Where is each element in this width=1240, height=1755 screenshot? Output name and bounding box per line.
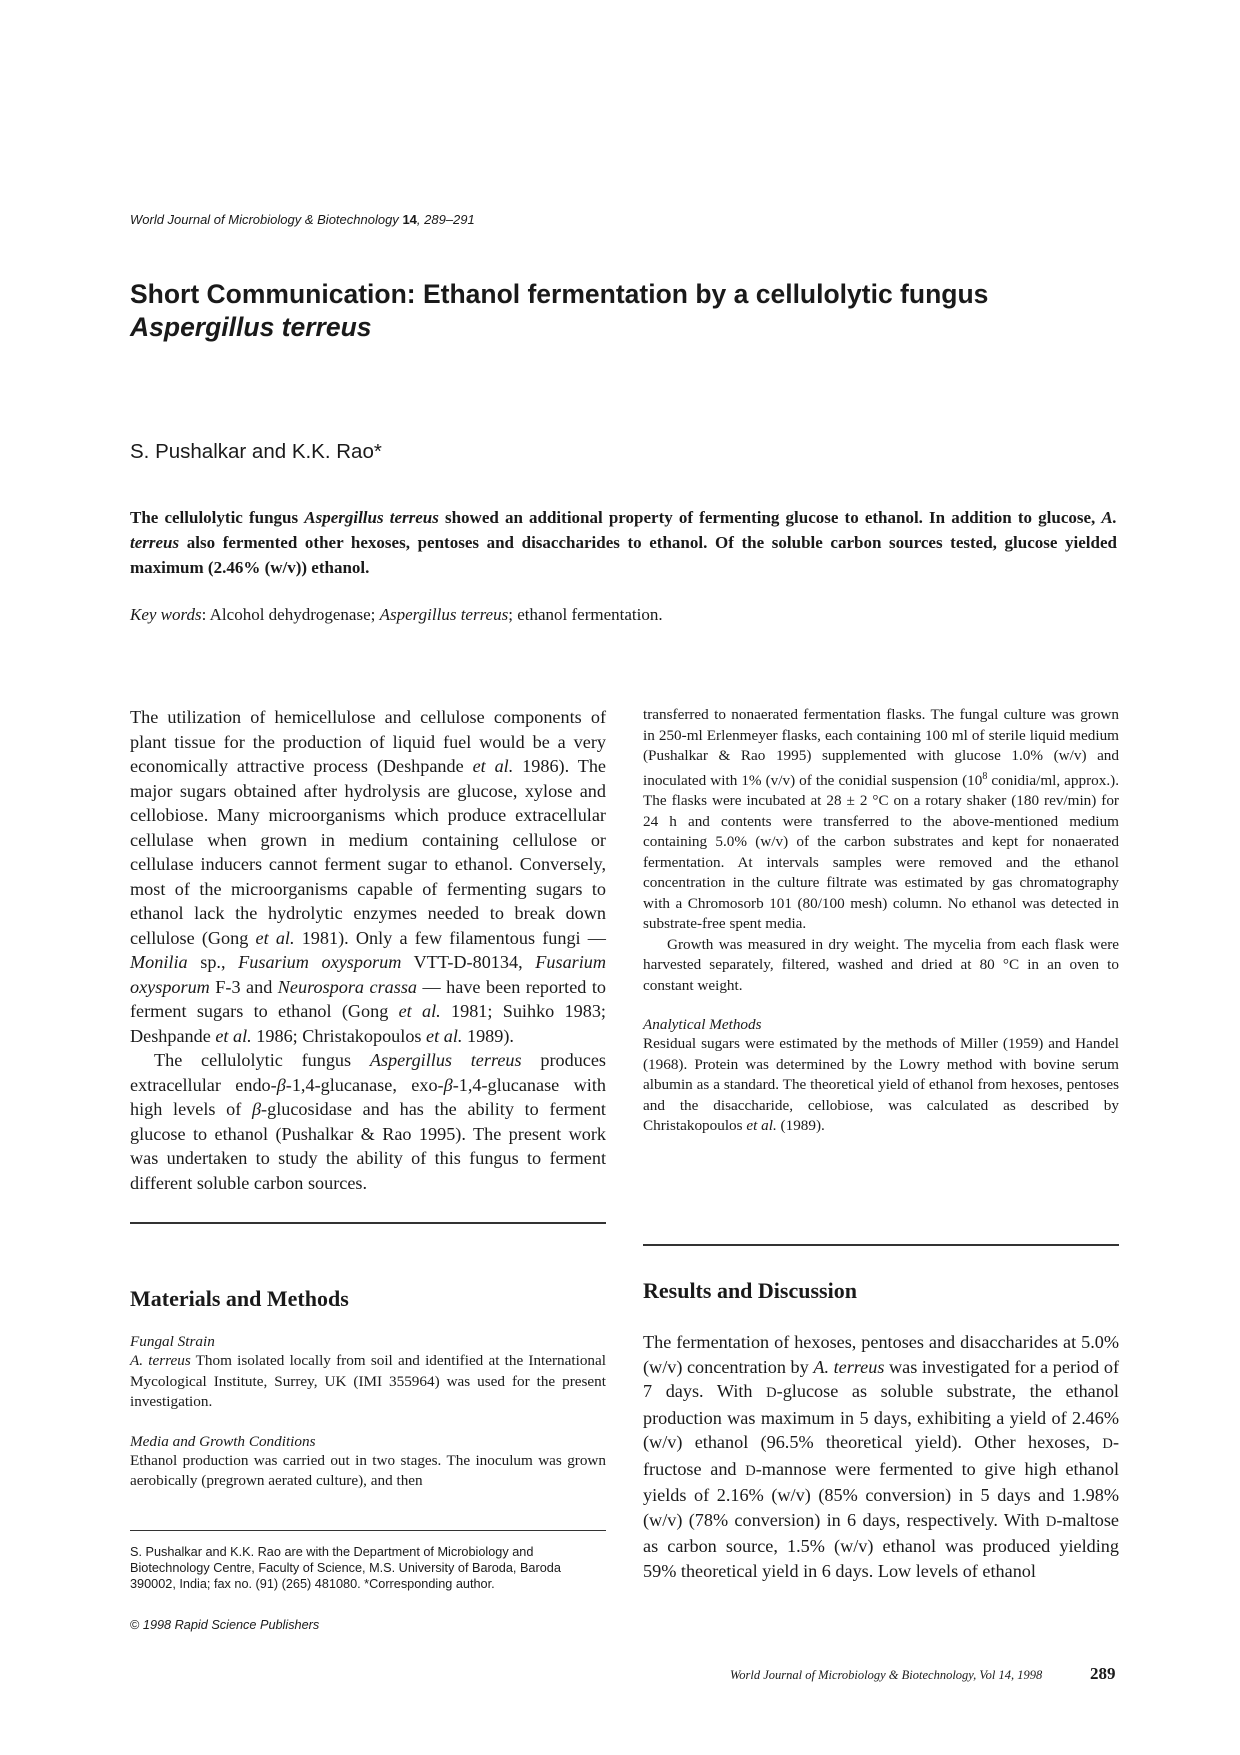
right-column	[643, 705, 1119, 1137]
footer-journal: World Journal of Microbiology & Biotechnology, Vol 14, 1998	[730, 1668, 1043, 1682]
method-paragraph-2: Growth was measured in dry weight. The mycelia from each flask were harvested separately, filtered, washed and dried at 80 °C in an oven to constant weight.	[643, 935, 1119, 994]
copyright: © 1998 Rapid Science Publishers	[130, 1618, 320, 1632]
author-footnote: S. Pushalkar and K.K. Rao are with the Department of Microbiology and Biotechnology Centre, Faculty of Science, M.S. University of Baroda, Baroda 390002, India; fax no. (91) (265) 481080. *Corresponding author.	[130, 1545, 561, 1591]
title-line-1: Short Communication: Ethanol fermentation by a cellulolytic fungus	[130, 279, 989, 309]
title-line-2: Aspergillus terreus	[130, 312, 372, 342]
abstract: The cellulolytic fungus Aspergillus terreus showed an additional property of fermenting glucose to ethanol. In addition to glucose, A. terreus also fermented other hexoses, pentoses and disaccharides to ethanol. Of the soluble carbon sources tested, glucose yielded maximum (2.46% (w/v)) ethanol.	[130, 508, 1117, 577]
materials-section	[130, 1333, 606, 1492]
right-divider	[643, 1244, 1119, 1246]
results-paragraph-1: The fermentation of hexoses, pentoses and disaccharides at 5.0% (w/v) concentration by A. terreus was investigated for a period of 7 days. With D-glucose as soluble substrate, the ethanol production was maximum in 5 days, exhibiting a yield of 2.46% (w/v) ethanol (96.5% theoretical yield). Other hexoses, D-fructose and D-mannose were fermented to give high ethanol yields of 2.16% (w/v) (85% conversion) in 5 days and 1.98% (w/v) (78% conversion) in 6 days, respectively. With D-maltose as carbon source, 1.5% (w/v) ethanol was produced yielding 59% theoretical yield in 6 days. Low levels of ethanol	[643, 1332, 1119, 1581]
fungal-strain-heading: Fungal Strain	[130, 1333, 215, 1350]
left-divider	[130, 1222, 606, 1224]
results-heading: Results and Discussion	[643, 1278, 857, 1303]
intro-paragraph-1: The utilization of hemicellulose and cellulose components of plant tissue for the production of liquid fuel would be a very economically attractive process (Deshpande et al. 1986). The major sugars obtained after hydrolysis are glucose, xylose and cellobiose. Many microorganisms which produce extracellular cellulase when grown in medium containing cellulose or cellulase inducers cannot ferment sugar to ethanol. Conversely, most of the microorganisms capable of fermenting sugars to ethanol lack the hydrolytic enzymes needed to break down cellulose (Gong et al. 1981). Only a few filamentous fungi — Monilia sp., Fusarium oxysporum VTT-D-80134, Fusarium oxysporum F-3 and Neurospora crassa — have been reported to ferment sugars to ethanol (Gong et al. 1981; Suihko 1983; Deshpande et al. 1986; Christakopoulos et al. 1989).	[130, 707, 607, 1046]
media-text: Ethanol production was carried out in two stages. The inoculum was grown aerobically (pregrown aerated culture), and then	[130, 1451, 606, 1489]
footnote-divider	[130, 1530, 606, 1531]
method-paragraph-1: transferred to nonaerated fermentation flasks. The fungal culture was grown in 250-ml Erlenmeyer flasks, each containing 100 ml of sterile liquid medium (Pushalkar & Rao 1995) supplemented with glucose 1.0% (w/v) and inoculated with 1% (v/v) of the conidial suspension ($10^8$ conidia/ml, approx.). The flasks were incubated at 28 ± 2 °C on a rotary shaker (180 rev/min) for 24 h and contents were transferred to the above-mentioned medium containing 5.0% (w/v) of the carbon substrates and kept for nonaerated fermentation. At intervals samples were removed and the ethanol concentration in the culture filtrate was estimated by gas chromatography with a Chromosorb 101 (80/100 mesh) column. No ethanol was detected in substrate-free spent media.	[643, 706, 1120, 933]
left-column	[130, 705, 606, 1195]
keywords-label: Key words	[130, 605, 202, 624]
results-section	[643, 1330, 1119, 1583]
fungal-strain-text: A. terreus Thom isolated locally from soil and identified at the International Mycological Institute, Surrey, UK (IMI 355964) was used for the present investigation.	[130, 1352, 606, 1410]
intro-paragraph-2: The cellulolytic fungus Aspergillus terreus produces extracellular endo-β-1,4-glucanase, exo-β-1,4-glucanase with high levels of β-glucosidase and has the ability to ferment glucose to ethanol (Pushalkar & Rao 1995). The present work was undertaken to study the ability of this fungus to ferment different soluble carbon sources.	[130, 1050, 607, 1193]
journal-citation: World Journal of Microbiology & Biotechnology 14, 289–291	[130, 212, 475, 227]
article-title	[130, 278, 1110, 344]
media-heading: Media and Growth Conditions	[130, 1432, 316, 1450]
keywords: Key words: Alcohol dehydrogenase; Aspergillus terreus; ethanol fermentation.	[130, 605, 663, 624]
authors: S. Pushalkar and K.K. Rao*	[130, 440, 382, 463]
materials-heading: Materials and Methods	[130, 1286, 349, 1311]
analytical-methods-heading: Analytical Methods	[643, 1016, 762, 1034]
journal-volume: 14	[402, 212, 417, 227]
page-number: 289	[1090, 1664, 1116, 1683]
analytical-methods-text: Residual sugars were estimated by the methods of Miller (1959) and Handel (1968). Protein was determined by the Lowry method with bovine serum albumin as a standard. The theoretical yield of ethanol from hexoses, pentoses and the disaccharide, cellobiose, was calculated as described by Christakopoulos et al. (1989).	[643, 1035, 1119, 1135]
